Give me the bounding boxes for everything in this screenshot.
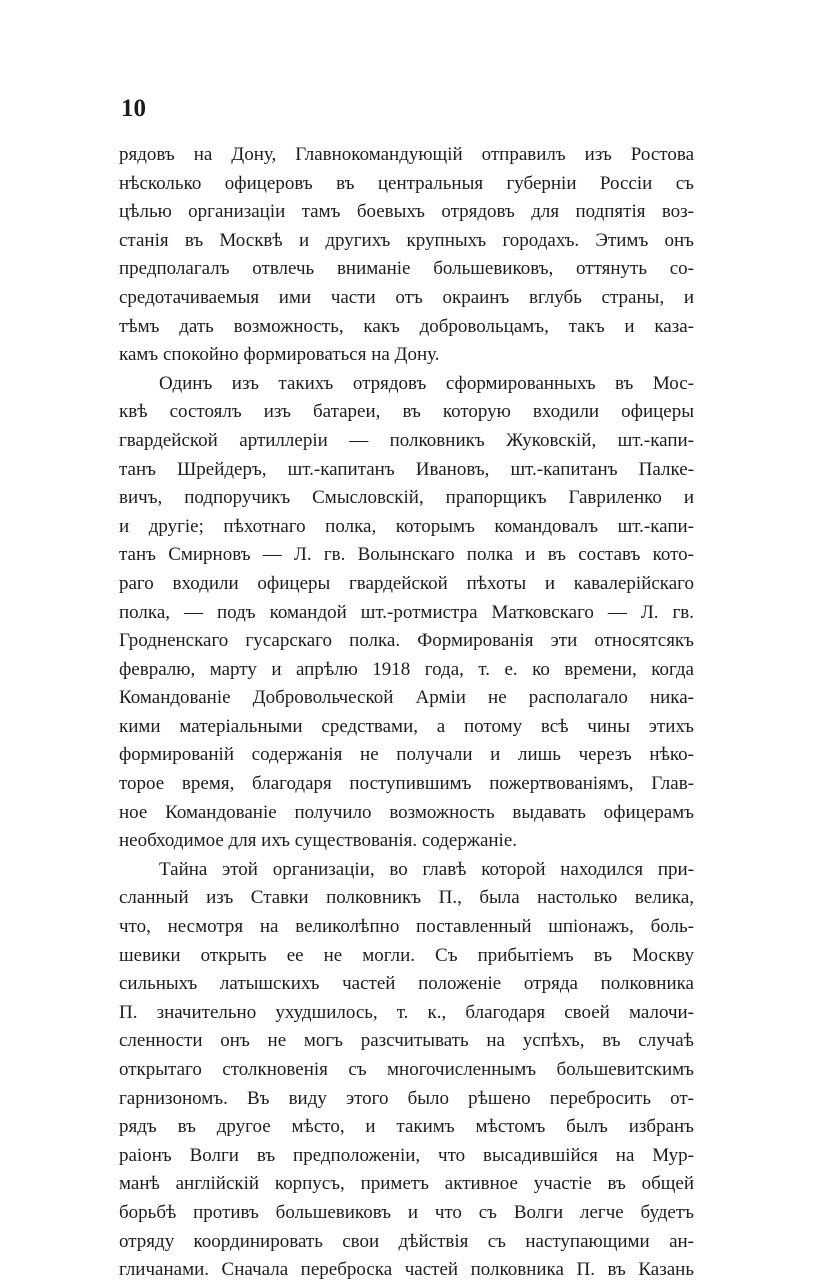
text-line: средотачиваемыя ими части отъ окраинъ вглубь страны, и [119, 286, 694, 308]
text-line: станія въ Москвѣ и другихъ крупныхъ городахъ. Этимъ онъ [119, 229, 694, 251]
text-line: Гродненскаго гусарскаго полка. Формированія эти относятсякъ [119, 630, 694, 652]
body-text [119, 141, 694, 1285]
text-line: что, несмотря на великолѣпно поставленный шпіонажъ, боль- [119, 916, 694, 938]
text-line: манѣ англійскій корпусъ, приметъ активное участіе въ общей [119, 1173, 694, 1195]
paragraph-3 [119, 856, 694, 1285]
text-line: гарнизономъ. Въ виду этого было рѣшено перебросить от- [119, 1087, 694, 1109]
text-line: раго входили офицеры гвардейской пѣхоты и кавалерійскаго [119, 572, 694, 594]
text-line: сильныхъ латышскихъ частей положеніе отряда полковника [119, 973, 694, 995]
text-line: квѣ состоялъ изъ батареи, въ которую входили офицеры [119, 401, 694, 423]
text-line: сленности онъ не могъ разсчитывать на успѣхъ, въ случаѣ [119, 1030, 694, 1052]
page-number: 10 [121, 95, 146, 122]
text-line: Командованіе Добровольческой Арміи не располагало ника- [119, 687, 694, 709]
text-line: сланный изъ Ставки полковникъ П., была настолько велика, [119, 887, 694, 909]
paragraph-1 [119, 141, 694, 370]
text-line: отряду координировать свои дѣйствія съ наступающими ан- [119, 1230, 694, 1252]
text-line: полка, — подъ командой шт.-ротмистра Матковскаго — Л. гв. [119, 601, 694, 623]
text-line: гличанами. Сначала переброска частей полковника П. въ Казань [119, 1259, 694, 1281]
text-line: кими матеріальными средствами, а потому всѣ чины этихъ [119, 715, 694, 737]
text-line: цѣлью организаціи тамъ боевыхъ отрядовъ для подпятія воз- [119, 201, 694, 223]
text-line: борьбѣ противъ большевиковъ и что съ Волги легче будетъ [119, 1201, 694, 1223]
text-line: Тайна этой организаціи, во главѣ которой находился при- [159, 858, 694, 880]
text-line: торое время, благодаря поступившимъ пожертвованіямъ, Глав- [119, 773, 694, 795]
text-line: танъ Шрейдеръ, шт.-капитанъ Ивановъ, шт.-капитанъ Палке- [119, 458, 694, 480]
text-line: Одинъ изъ такихъ отрядовъ сформированныхъ въ Мос- [159, 372, 694, 394]
text-line: камъ спокойно формироваться на Дону. [119, 344, 440, 366]
text-line: формированій содержанія не получали и лишь черезъ нѣко- [119, 744, 694, 766]
text-line: и другіе; пѣхотнаго полка, которымъ командовалъ шт.-капи- [119, 515, 694, 537]
text-line: необходимое для ихъ существованія. содержаніе. [119, 830, 518, 852]
text-line: вичъ, подпоручикъ Смысловскій, прапорщикъ Гавриленко и [119, 487, 694, 509]
text-line: февралю, марту и апрѣлю 1918 года, т. е. ко времени, когда [119, 658, 694, 680]
text-line: гвардейской артиллеріи — полковникъ Жуковскій, шт.-капи- [119, 429, 694, 451]
text-line: открытаго столкновенія съ многочисленнымъ большевитскимъ [119, 1059, 694, 1080]
text-line: предполагалъ отвлечь вниманіе большевиковъ, оттянуть со- [119, 258, 694, 280]
paragraph-2 [119, 370, 694, 856]
text-line: нѣсколько офицеровъ въ центральныя губерніи Россіи съ [119, 172, 694, 194]
text-line: П. значительно ухудшилось, т. к., благодаря своей малочи- [119, 1001, 694, 1023]
text-line: рядъ въ другое мѣсто, и такимъ мѣстомъ былъ избранъ [119, 1116, 694, 1138]
text-line: танъ Смирновъ — Л. гв. Волынскаго полка и въ составъ кото- [119, 544, 694, 566]
text-line: шевики открыть ее не могли. Съ прибытіемъ въ Москву [119, 944, 694, 966]
text-line: тѣмъ дать возможность, какъ добровольцамъ, такъ и каза- [119, 315, 694, 337]
text-line: ное Командованіе получило возможность выдавать офицерамъ [119, 801, 694, 823]
text-line: раіонъ Волги въ предположеніи, что высадившійся на Мур- [119, 1144, 694, 1166]
text-line: рядовъ на Дону, Главнокомандующій отправилъ изъ Ростова [119, 144, 694, 165]
